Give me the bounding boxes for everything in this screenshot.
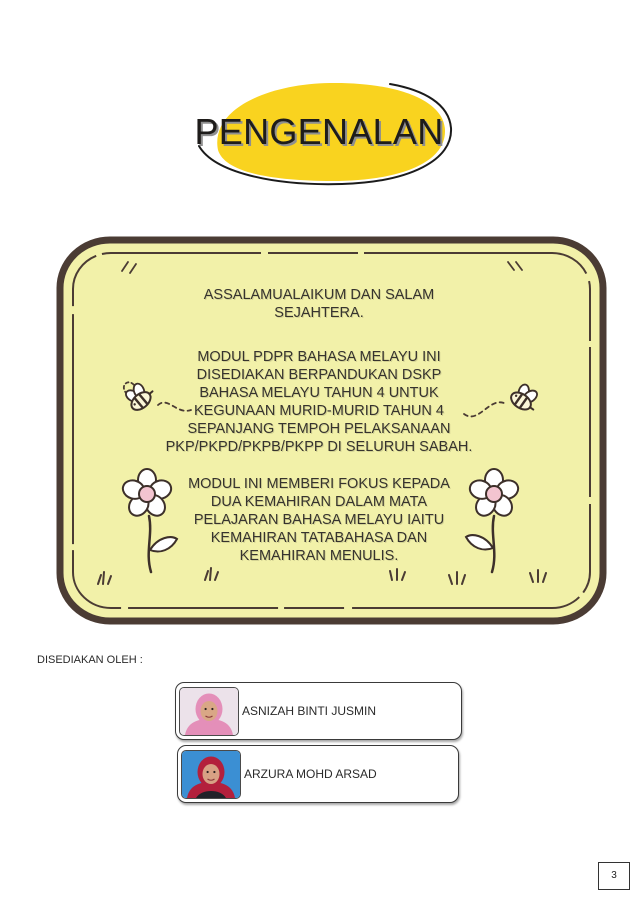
text-line: KEGUNAAN MURID-MURID TAHUN 4 [193, 403, 444, 419]
author-photo [179, 687, 239, 736]
text-line: KEMAHIRAN TATABAHASA DAN [210, 530, 428, 546]
eye [211, 708, 213, 710]
text-line: ASSALAMUALAIKUM DAN SALAM [203, 287, 435, 303]
author-photo [181, 750, 241, 799]
text-line: SEJAHTERA. [274, 305, 364, 321]
text-line: DUA KEMAHIRAN DALAM MATA [210, 494, 428, 510]
text-line: PELAJARAN BAHASA MELAYU IAITU [193, 512, 445, 528]
page-number: 3 [598, 862, 630, 890]
author-name: ASNIZAH BINTI JUSMIN [242, 704, 377, 718]
face [201, 701, 218, 721]
eye [207, 771, 209, 773]
text-line: BAHASA MELAYU TAHUN 4 UNTUK [199, 385, 439, 401]
module-focus-paragraph [0, 475, 638, 565]
portrait-red-hijab-icon [182, 751, 240, 798]
author-card [177, 745, 459, 803]
portrait-pink-hijab-icon [180, 688, 238, 735]
text-line: MODUL PDPR BAHASA MELAYU INI [197, 349, 441, 365]
prepared-by-label: DISEDIAKAN OLEH : [37, 654, 143, 666]
text-line: PKP/PKPD/PKPB/PKPP DI SELURUH SABAH. [165, 439, 473, 455]
author-card [175, 682, 462, 740]
module-purpose-paragraph [0, 348, 638, 456]
text-line: SEPANJANG TEMPOH PELAKSANAAN [187, 421, 451, 437]
text-line: MODUL INI MEMBERI FOKUS KEPADA [188, 476, 450, 492]
eye [213, 771, 215, 773]
page-title: PENGENALAN [194, 111, 444, 152]
eye [205, 708, 207, 710]
text-line: DISEDIAKAN BERPANDUKAN DSKP [196, 367, 442, 383]
face [203, 764, 220, 784]
text-line: KEMAHIRAN MENULIS. [239, 548, 399, 564]
author-name: ARZURA MOHD ARSAD [244, 767, 377, 781]
greeting-paragraph [0, 286, 638, 322]
